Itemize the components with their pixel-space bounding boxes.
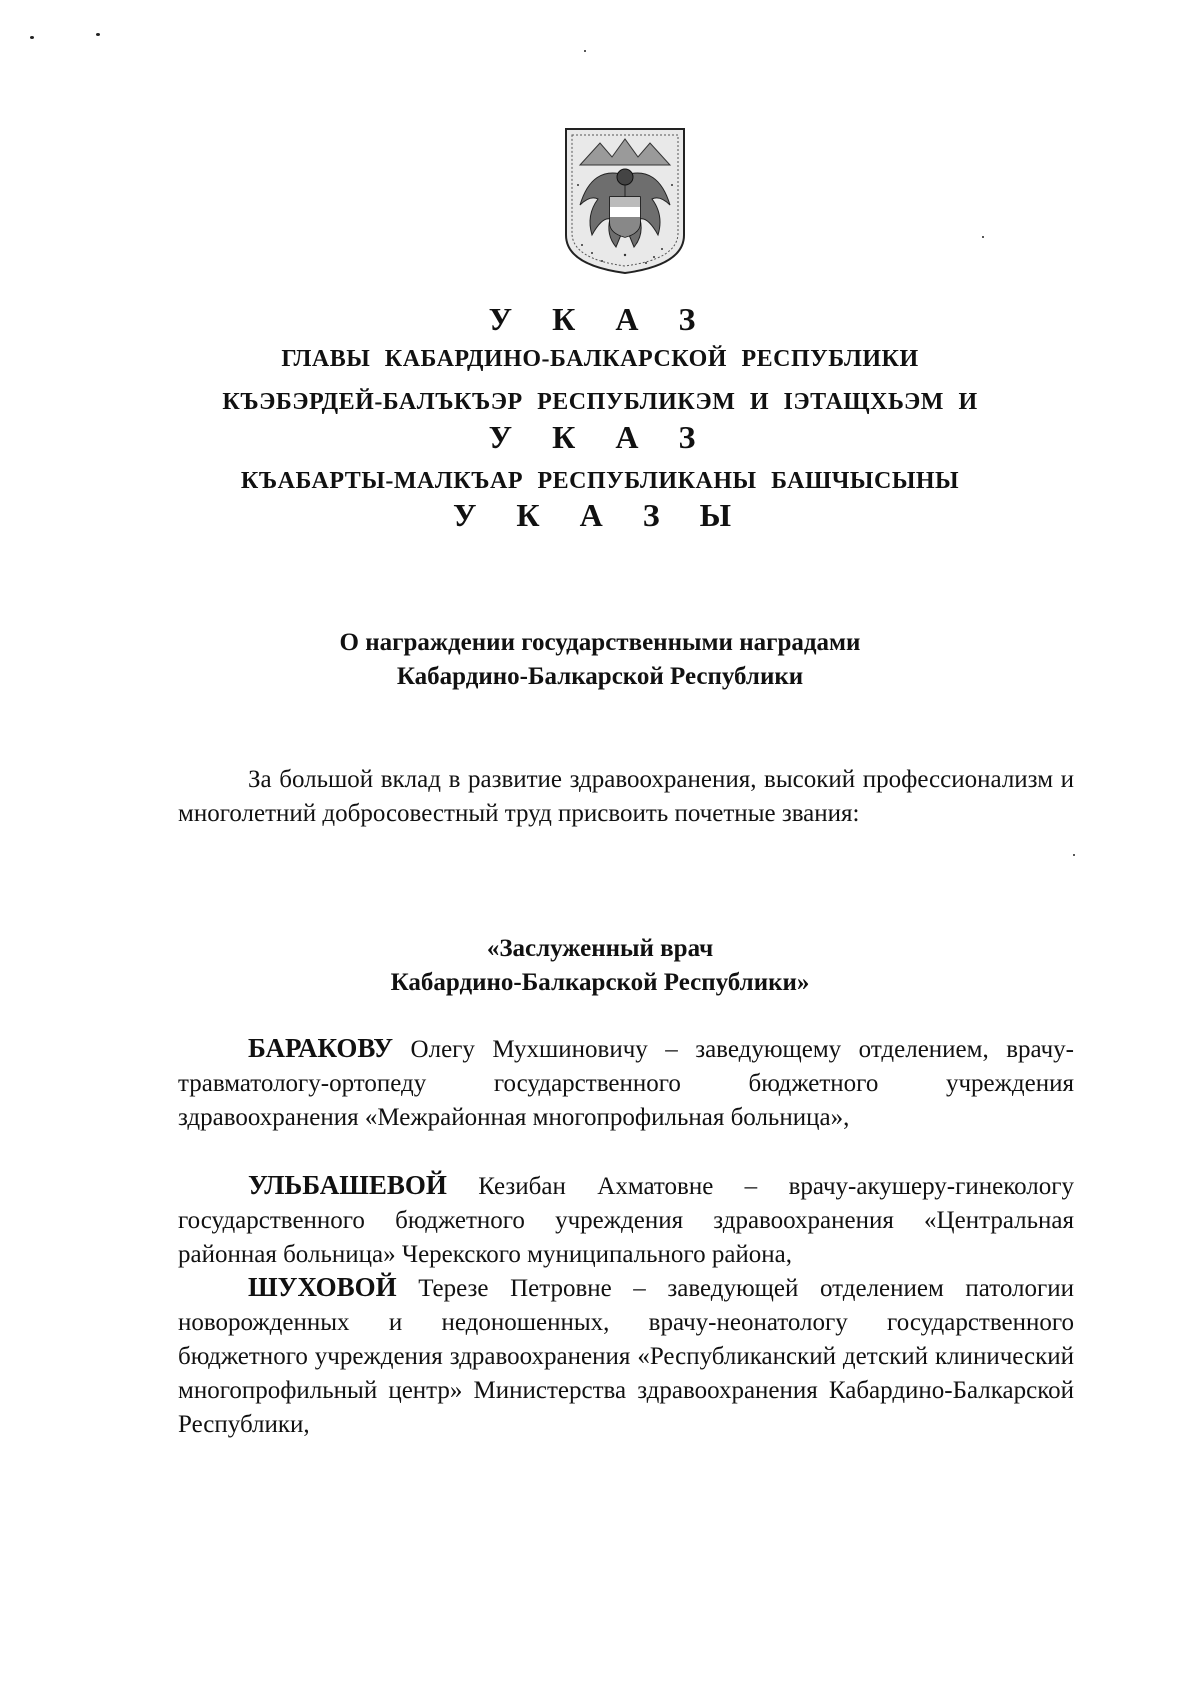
- header-line-2: КЪЭБЭРДЕЙ-БАЛЪКЪЭР РЕСПУБЛИКЭМ И ІЭТАЩХЬЭМ И: [222, 389, 978, 415]
- award-title-line-2: Кабардино-Балкарской Республики»: [390, 969, 810, 996]
- scan-speck: [584, 50, 586, 52]
- intro-text: За большой вклад в развитие здравоохранения, высокий профессионализм и многолетний добросовестный труд присвоить почетные звания:: [178, 766, 1074, 827]
- header-ukaz-block-2: [0, 418, 1200, 456]
- title-line-2: Кабардино-Балкарской Республики: [396, 663, 804, 690]
- award-title: [0, 932, 1200, 1000]
- scan-speck: [30, 36, 34, 39]
- recipient-text: Кезибан Ахматовне – врачу-акушеру-гинекологу государственного бюджетного учреждения здравоохранения «Центральная районная больница» Черекского муниципального района,: [178, 1173, 1074, 1268]
- header-line-1: ГЛАВЫ КАБАРДИНО-БАЛКАРСКОЙ РЕСПУБЛИКИ: [281, 346, 919, 372]
- recipient-text: Терезе Петровне – заведующей отделением патологии новорожденных и недоношенных, врачу-неонатологу государственного бюджетного учреждения здравоохранения «Республиканский детский клинический многопрофильный центр» Министерства здравоохранения Кабардино-Балкарской Республики,: [178, 1275, 1074, 1438]
- decree-header: [0, 300, 1200, 338]
- recipient-surname: БАРАКОВУ: [248, 1033, 394, 1063]
- header-ukaz-block-3: [0, 496, 1200, 534]
- recipient-entry: [178, 1031, 1074, 1135]
- header-line-block-1: [0, 340, 1200, 378]
- header-line-3: КЪАБАРТЫ-МАЛКЪАР РЕСПУБЛИКАНЫ БАШЧЫСЫНЫ: [240, 468, 960, 494]
- scan-speck: [1073, 854, 1075, 856]
- header-line-block-3: [0, 462, 1200, 500]
- header-ukaz-3: У К А З Ы: [452, 497, 748, 533]
- intro-paragraph: [178, 763, 1074, 831]
- recipient-entry: [178, 1270, 1074, 1442]
- recipient-surname: УЛЬБАШЕВОЙ: [248, 1170, 447, 1200]
- scan-speck: [982, 236, 984, 238]
- recipient-surname: ШУХОВОЙ: [248, 1272, 397, 1302]
- recipient-entry: [178, 1168, 1074, 1272]
- award-title-line-1: «Заслуженный врач: [486, 935, 714, 962]
- header-ukaz-1: У К А З: [488, 301, 712, 337]
- header-line-block-2: [0, 383, 1200, 421]
- coat-of-arms-emblem: [562, 125, 688, 275]
- scan-speck: [96, 33, 100, 36]
- recipient-text: Олегу Мухшиновичу – заведующему отделением, врачу-травматологу-ортопеду государственного бюджетного учреждения здравоохранения «Межрайонная многопрофильная больница»,: [178, 1036, 1074, 1131]
- title-line-1: О награждении государственными наградами: [339, 629, 861, 656]
- header-ukaz-2: У К А З: [488, 419, 712, 455]
- decree-title: [0, 626, 1200, 694]
